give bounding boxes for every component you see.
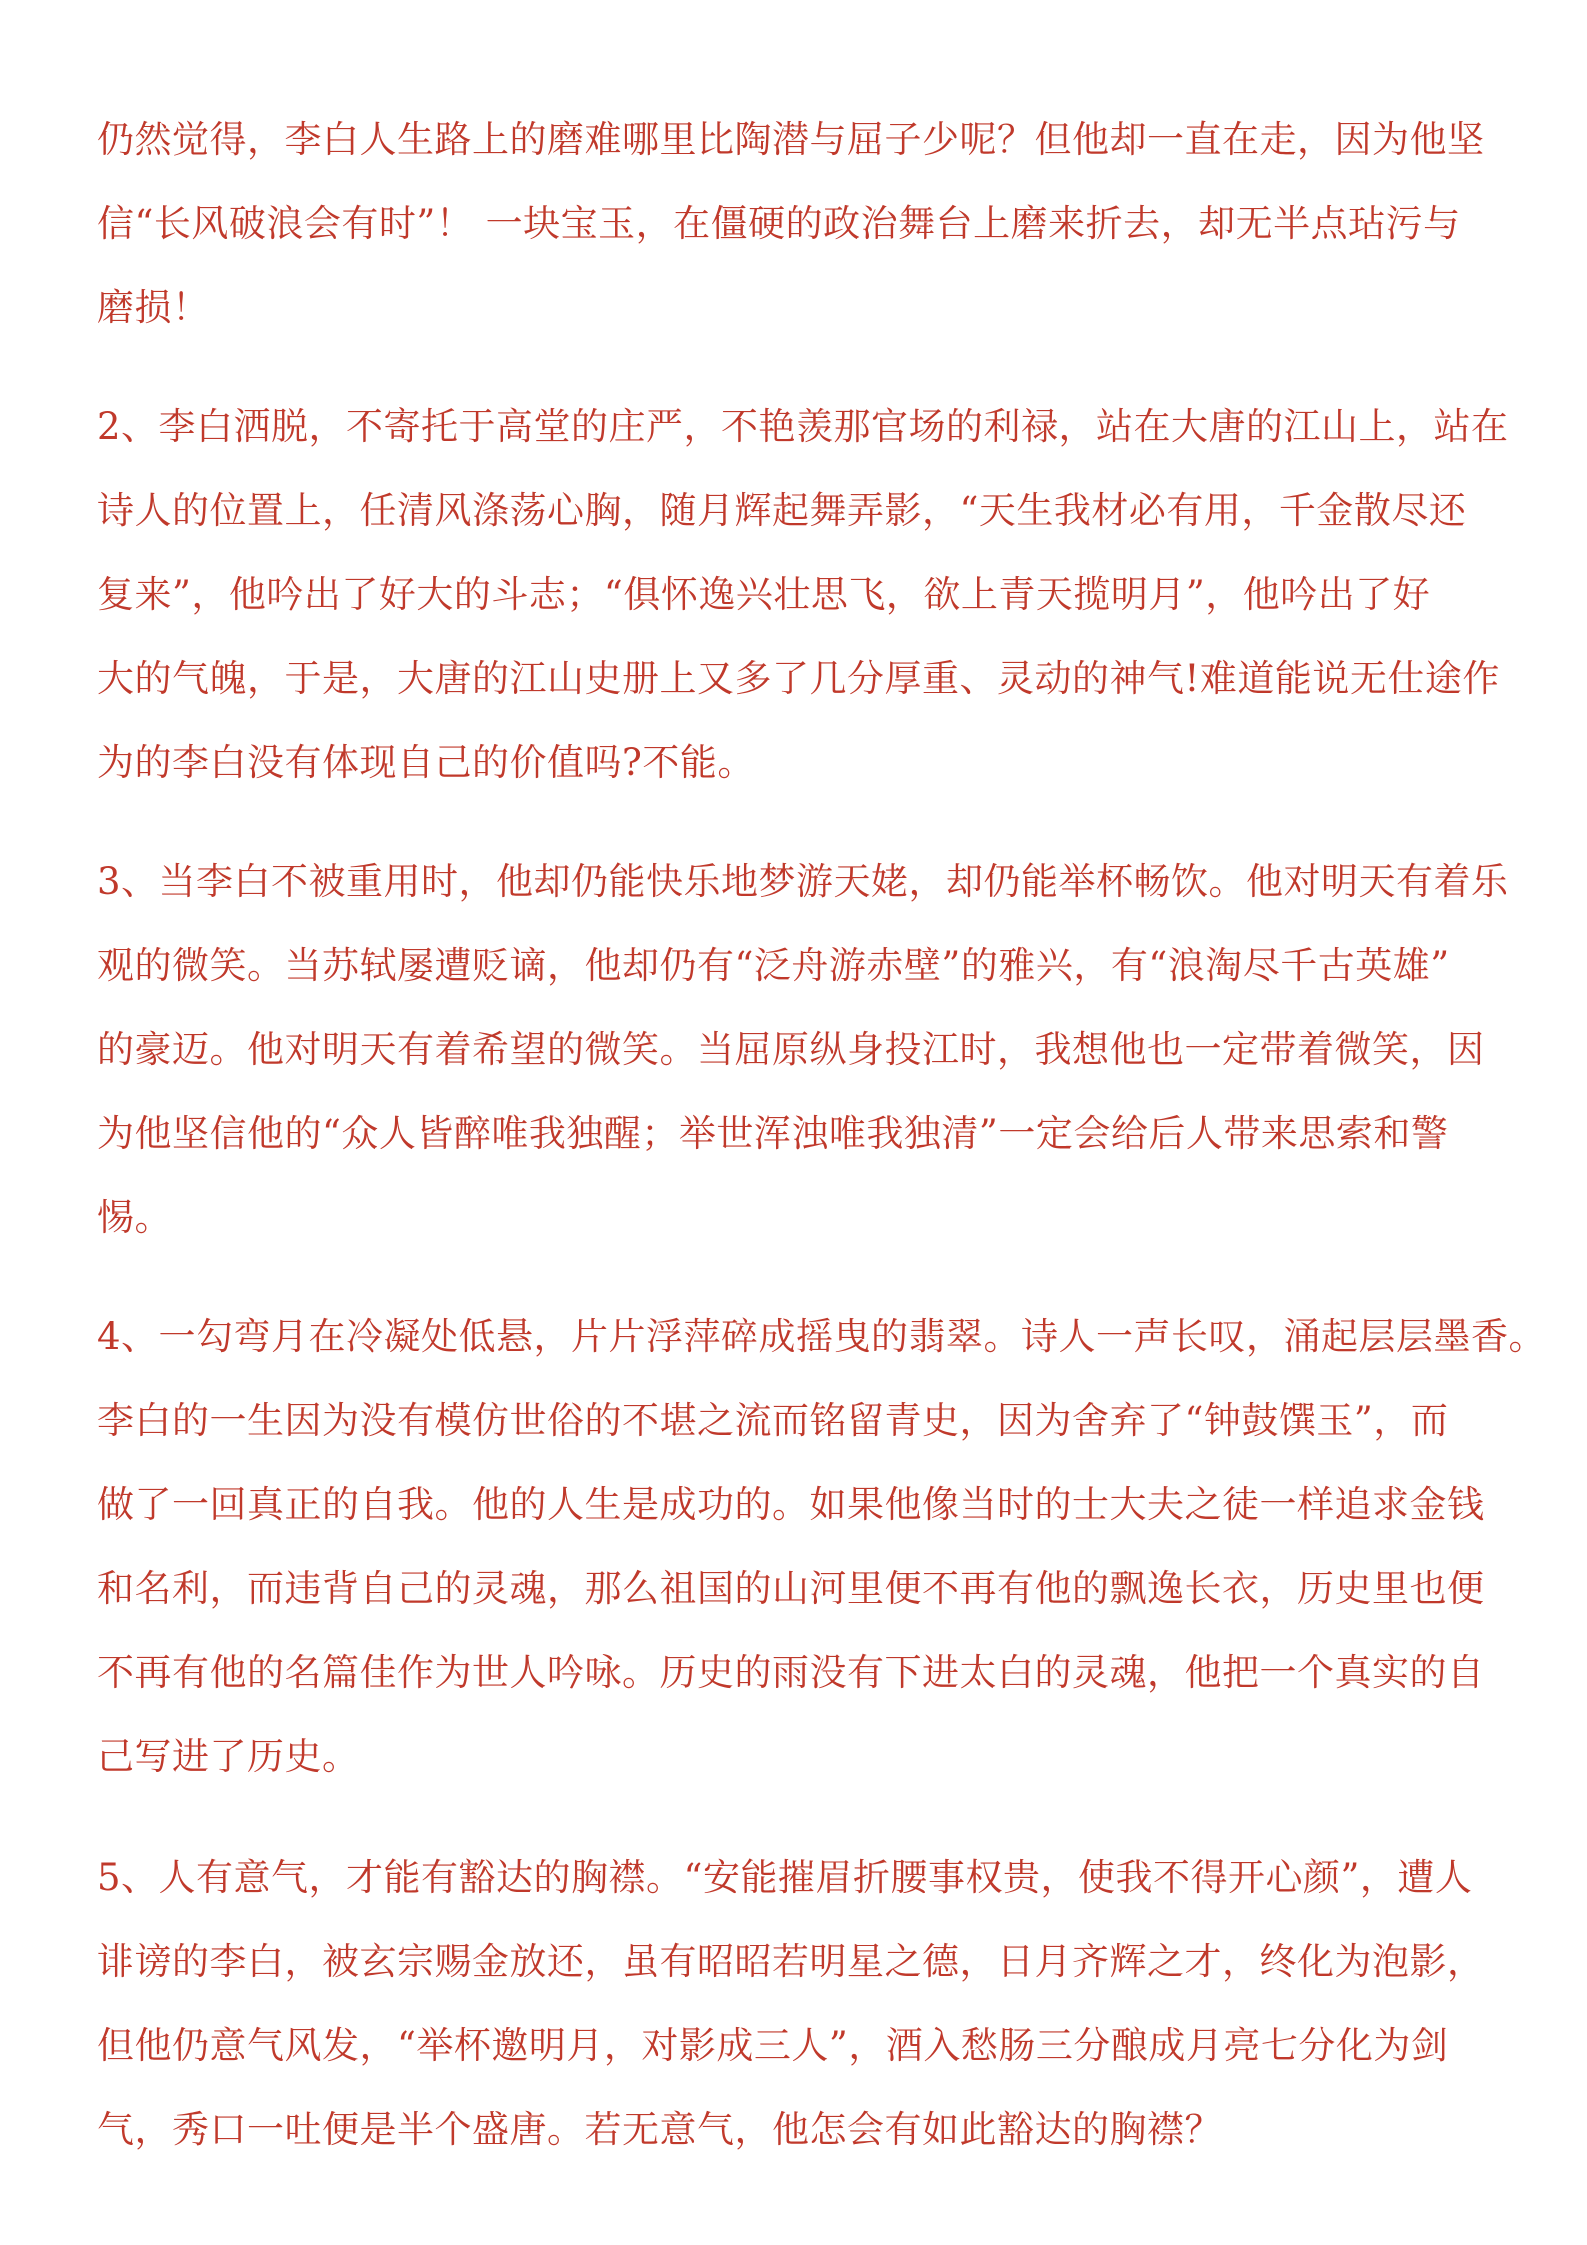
text-line: 诽谤的李白，被玄宗赐金放还，虽有昭昭若明星之德，日月齐辉之才，终化为泡影， — [97, 1940, 1485, 1983]
paragraph-intro — [97, 98, 1497, 350]
text-line: 气，秀口一吐便是半个盛唐。若无意气，他怎会有如此豁达的胸襟？ — [97, 2108, 1222, 2151]
text-line: 不再有他的名篇佳作为世人吟咏。历史的雨没有下进太白的灵魂，他把一个真实的自 — [97, 1651, 1485, 1694]
text-line: 惕。 — [97, 1196, 172, 1239]
paragraph-4 — [97, 1295, 1547, 1799]
text-line: 2、李白洒脱，不寄托于高堂的庄严，不艳羡那官场的利禄，站在大唐的江山上，站在 — [97, 405, 1509, 448]
text-line: 3、当李白不被重用时，他却仍能快乐地梦游天姥，却仍能举杯畅饮。他对明天有着乐 — [97, 860, 1509, 903]
text-line: 复来”，他吟出了好大的斗志；“俱怀逸兴壮思飞，欲上青天揽明月”，他吟出了好 — [97, 573, 1431, 616]
paragraph-2 — [97, 385, 1509, 805]
paragraph-3 — [97, 840, 1509, 1260]
text-line: 大的气魄，于是，大唐的江山史册上又多了几分厚重、灵动的神气!难道能说无仕途作 — [97, 657, 1500, 700]
text-line: 仍然觉得，李白人生路上的磨难哪里比陶潜与屈子少呢？但他却一直在走，因为他坚 — [97, 118, 1485, 161]
text-line: 为他坚信他的“众人皆醉唯我独醒；举世浑浊唯我独清”一定会给后人带来思索和警 — [97, 1112, 1449, 1155]
text-line: 己写进了历史。 — [97, 1735, 360, 1778]
text-line: 李白的一生因为没有模仿世俗的不堪之流而铭留青史，因为舍弃了“钟鼓馔玉”，而 — [97, 1399, 1449, 1442]
text-line: 但他仍意气风发，“举杯邀明月，对影成三人”，酒入愁肠三分酿成月亮七分化为剑 — [97, 2024, 1449, 2067]
text-line: 观的微笑。当苏轼屡遭贬谪，他却仍有“泛舟游赤壁”的雅兴，有“浪淘尽千古英雄” — [97, 944, 1450, 987]
text-line: 为的李白没有体现自己的价值吗?不能。 — [97, 741, 755, 784]
text-line: 和名利，而违背自己的灵魂，那么祖国的山河里便不再有他的飘逸长衣，历史里也便 — [97, 1567, 1485, 1610]
text-line: 4、一勾弯月在冷凝处低悬，片片浮萍碎成摇曳的翡翠。诗人一声长叹，涌起层层墨香。 — [97, 1315, 1547, 1358]
text-line: 5、人有意气，才能有豁达的胸襟。“安能摧眉折腰事权贵，使我不得开心颜”，遭人 — [97, 1856, 1473, 1899]
text-line: 诗人的位置上，任清风涤荡心胸，随月辉起舞弄影，“天生我材必有用，千金散尽还 — [97, 489, 1467, 532]
text-line: 信“长风破浪会有时”！ 一块宝玉，在僵硬的政治舞台上磨来折去，却无半点玷污与 — [97, 202, 1461, 245]
text-line: 做了一回真正的自我。他的人生是成功的。如果他像当时的士大夫之徒一样追求金钱 — [97, 1483, 1485, 1526]
text-line: 的豪迈。他对明天有着希望的微笑。当屈原纵身投江时，我想他也一定带着微笑，因 — [97, 1028, 1485, 1071]
text-line: 磨损！ — [97, 286, 210, 329]
paragraph-5 — [97, 1836, 1497, 2172]
